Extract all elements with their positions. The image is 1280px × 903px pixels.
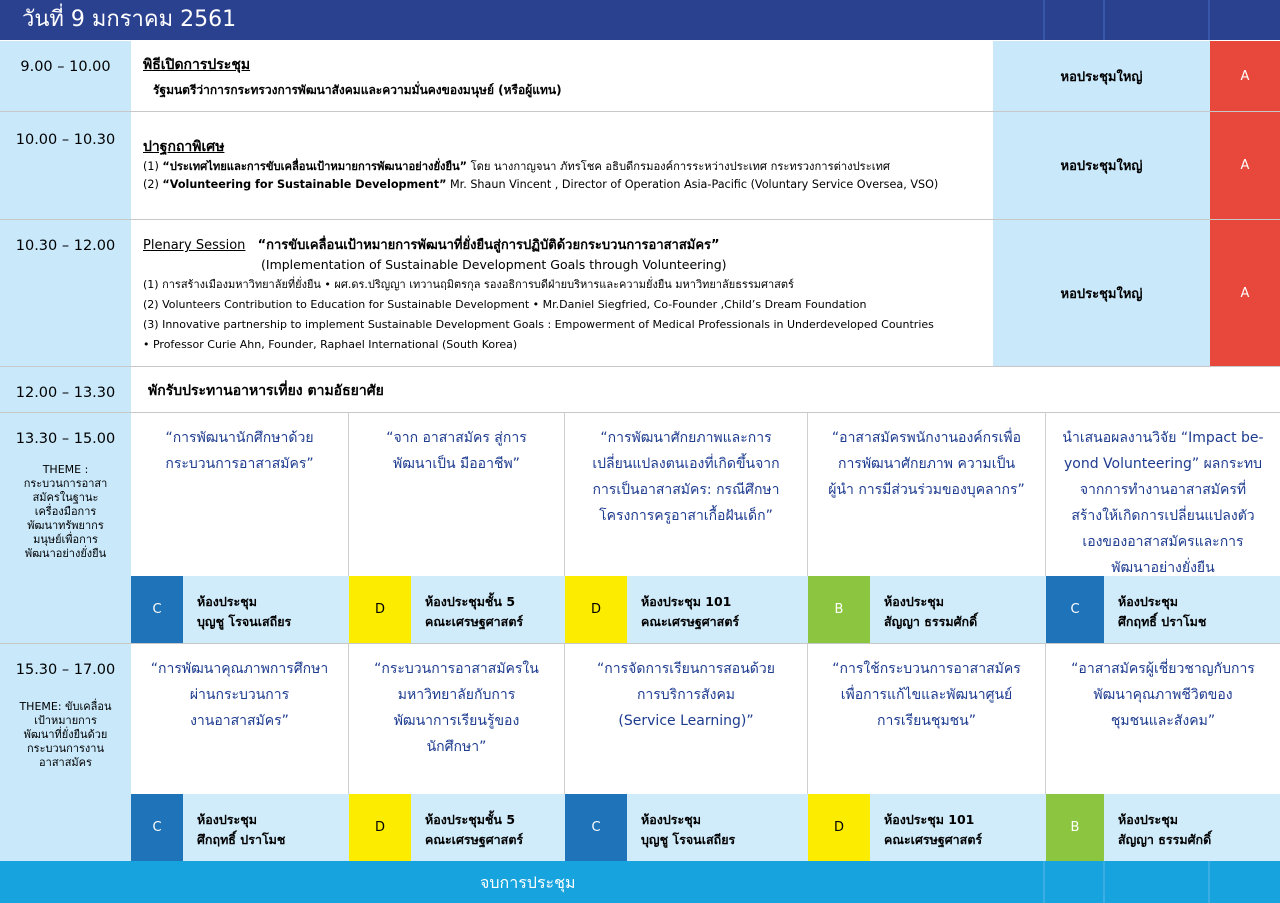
plenary-label: Plenary Session	[143, 238, 246, 253]
topic-cell: “การพัฒนาคุณภาพการศึกษา ผ่านกระบวนการ งานอาสาสมัคร”	[131, 644, 349, 794]
venue-cell: หอประชุมใหญ่	[993, 112, 1210, 219]
room-name	[183, 576, 349, 643]
header-divider	[1043, 0, 1045, 40]
session-theme: THEME : กระบวนการอาสา สมัครในฐานะ เครื่องมือการ พัฒนาทรัพยากร มนุษย์เพื่อการ พัฒนาอย่างยั่งยืน	[23, 463, 108, 560]
topic-cell: “กระบวนการอาสาสมัครใน มหาวิทยาลัยกับการ พัฒนาการเรียนรู้ของ นักศึกษา”	[349, 644, 565, 794]
topic-cell: “การใช้กระบวนการอาสาสมัคร เพื่อการแก้ไขและพัฒนาศูนย์ การเรียนชุมชน”	[808, 644, 1046, 794]
room-line: คณะเศรษฐศาสตร์	[425, 614, 524, 629]
topic-cell: “การพัฒนานักศึกษาด้วย กระบวนการอาสาสมัคร”	[131, 413, 349, 576]
topic-cell: “การพัฒนาศักยภาพและการ เปลี่ยนแปลงตนเองที่เกิดขึ้นจาก การเป็นอาสาสมัคร: กรณีศึกษา โครงการครูอาสาเกื้อฝันเด็ก”	[565, 413, 808, 576]
time-cell	[0, 644, 131, 861]
room-line: ห้องประชุมชั้น 5	[425, 594, 516, 609]
room-name	[1104, 794, 1280, 861]
footer-text: จบการประชุม	[480, 873, 576, 892]
time-cell	[0, 367, 131, 412]
header-bar	[0, 0, 1280, 40]
room-code-badge: B	[1046, 794, 1104, 861]
room-name	[870, 576, 1046, 643]
venue-cell: หอประชุมใหญ่	[993, 41, 1210, 111]
venue-cell: หอประชุมใหญ่	[993, 220, 1210, 366]
room-line: ห้องประชุม	[641, 812, 701, 827]
footer-divider	[1208, 861, 1210, 903]
plenary-item: (3) Innovative partnership to implement Sustainable Development Goals : Empowerment of Medical Professionals in Underdeveloped Countries	[143, 318, 934, 331]
session-content	[131, 112, 993, 219]
room-name	[627, 794, 808, 861]
room-line: สัญญา ธรรมศักดิ์	[1118, 832, 1212, 847]
lunch-text: พักรับประทานอาหารเที่ยง ตามอัธยาศัย	[148, 383, 384, 399]
room-line: ห้องประชุม	[1118, 812, 1178, 827]
room-line: ห้องประชุม	[884, 594, 944, 609]
plenary-heading	[143, 236, 981, 255]
plenary-title: “การขับเคลื่อนเป้าหมายการพัฒนาที่ยั่งยืนสู่การปฏิบัติด้วยกระบวนการอาสาสมัคร”	[257, 238, 720, 253]
room-line: ศึกฤทธิ์ ปราโมช	[1118, 614, 1207, 629]
room-code-badge: D	[565, 576, 627, 643]
room-badge: A	[1210, 112, 1280, 219]
room-line: ห้องประชุม 101	[884, 812, 975, 827]
topic-cell: นำเสนอผลงานวิจัย “Impact be- yond Volunteering” ผลกระทบ จากการทำงานอาสาสมัครที่ สร้างให้เกิดการเปลี่ยนแปลงตัว เองของอาสาสมัครและการ พัฒนาอย่างยั่งยืน	[1062, 430, 1264, 576]
item-title: “ประเทศไทยและการขับเคลื่อนเป้าหมายการพัฒนาอย่างยั่งยืน”	[162, 160, 468, 173]
item-number: (2)	[143, 178, 159, 191]
room-code-badge: D	[349, 794, 411, 861]
room-code-badge: D	[808, 794, 870, 861]
keynote-item	[143, 157, 981, 177]
room-code-badge: C	[131, 576, 183, 643]
session-time: 10.00 – 10.30	[15, 132, 116, 148]
time-cell	[0, 413, 131, 643]
topic-cell: “การจัดการเรียนการสอนด้วย การบริการสังคม (Service Learning)”	[565, 644, 808, 794]
room-name	[411, 794, 565, 861]
room-line: บุญชู โรจนเสถียร	[641, 832, 736, 847]
room-line: ห้องประชุมชั้น 5	[425, 812, 516, 827]
time-cell	[0, 112, 131, 219]
room-code-badge: B	[808, 576, 870, 643]
footer-divider	[1103, 861, 1105, 903]
session-time: 13.30 – 15.00	[15, 431, 116, 447]
session-title: ปาฐกถาพิเศษ	[143, 139, 225, 155]
session-theme: THEME: ขับเคลื่อน เป้าหมายการ พัฒนาที่ยั่งยืนด้วย กระบวนการงาน อาสาสมัคร	[19, 700, 112, 769]
session-time: 9.00 – 10.00	[20, 59, 111, 75]
room-code-badge: C	[565, 794, 627, 861]
page-title: วันที่ 9 มกราคม 2561	[22, 7, 237, 32]
topic-cell: “อาสาสมัครผู้เชี่ยวชาญกับการ พัฒนาคุณภาพชีวิตของ ชุมชนและสังคม”	[1071, 661, 1255, 729]
room-name	[411, 576, 565, 643]
item-title: “Volunteering for Sustainable Development”	[162, 178, 447, 191]
session-content	[131, 41, 993, 111]
plenary-item: (2) Volunteers Contribution to Education for Sustainable Development • Mr.Daniel Siegfried, Co-Founder ,Child’s Dream Foundation	[143, 298, 867, 311]
time-cell	[0, 41, 131, 111]
room-code-badge: C	[131, 794, 183, 861]
room-code-badge: C	[1046, 576, 1104, 643]
row-divider	[0, 366, 1280, 367]
room-line: ห้องประชุม	[197, 594, 257, 609]
room-name	[183, 794, 349, 861]
plenary-subtitle: (Implementation of Sustainable Development Goals through Volunteering)	[261, 257, 727, 272]
room-line: บุญชู โรจนเสถียร	[197, 614, 292, 629]
room-name	[627, 576, 808, 643]
room-name	[1104, 576, 1280, 643]
topic-cell: “อาสาสมัครพนักงานองค์กรเพื่อ การพัฒนาศักยภาพ ความเป็น ผู้นำ การมีส่วนร่วมของบุคลากร”	[808, 413, 1046, 576]
session-content	[131, 220, 993, 366]
room-line: คณะเศรษฐศาสตร์	[641, 614, 740, 629]
room-line: สัญญา ธรรมศักดิ์	[884, 614, 978, 629]
time-cell	[0, 220, 131, 366]
room-code-badge: D	[349, 576, 411, 643]
room-line: ห้องประชุม	[197, 812, 257, 827]
plenary-item: • Professor Curie Ahn, Founder, Raphael International (South Korea)	[143, 338, 518, 351]
footer-bar	[0, 861, 1280, 903]
lunch-time: 12.00 – 13.30	[15, 385, 116, 401]
footer-divider	[1043, 861, 1045, 903]
header-divider	[1208, 0, 1210, 40]
item-number: (1)	[143, 160, 159, 173]
header-divider	[1103, 0, 1105, 40]
room-line: ห้องประชุม	[1118, 594, 1178, 609]
room-line: คณะเศรษฐศาสตร์	[884, 832, 983, 847]
plenary-item: (1) การสร้างเมืองมหาวิทยาลัยที่ยั่งยืน • ผศ.ดร.ปริญญา เทวานฤมิตรกุล รองอธิการบดีฝ่ายบริหารและความยั่งยืน มหาวิทยาลัยธรรมศาสตร์	[143, 278, 794, 291]
room-line: คณะเศรษฐศาสตร์	[425, 832, 524, 847]
topic-cell: “จาก อาสาสมัคร สู่การ พัฒนาเป็น มืออาชีพ”	[349, 413, 565, 576]
room-name	[870, 794, 1046, 861]
session-time: 10.30 – 12.00	[15, 238, 116, 254]
room-badge: A	[1210, 41, 1280, 111]
session-detail: รัฐมนตรีว่าการกระทรวงการพัฒนาสังคมและความมั่นคงของมนุษย์ (หรือผู้แทน)	[153, 83, 562, 97]
room-line: ห้องประชุม 101	[641, 594, 732, 609]
session-time: 15.30 – 17.00	[15, 662, 116, 678]
session-title: พิธีเปิดการประชุม	[143, 57, 251, 73]
keynote-item	[143, 177, 981, 193]
item-speaker: โดย นางกาญจนา ภัทรโชค อธิบดีกรมองค์การระหว่างประเทศ กระทรวงการต่างประเทศ	[467, 160, 891, 173]
room-badge: A	[1210, 220, 1280, 366]
item-speaker: Mr. Shaun Vincent , Director of Operation Asia-Pacific (Voluntary Service Oversea, VSO)	[446, 178, 939, 191]
room-line: ศึกฤทธิ์ ปราโมช	[197, 832, 286, 847]
